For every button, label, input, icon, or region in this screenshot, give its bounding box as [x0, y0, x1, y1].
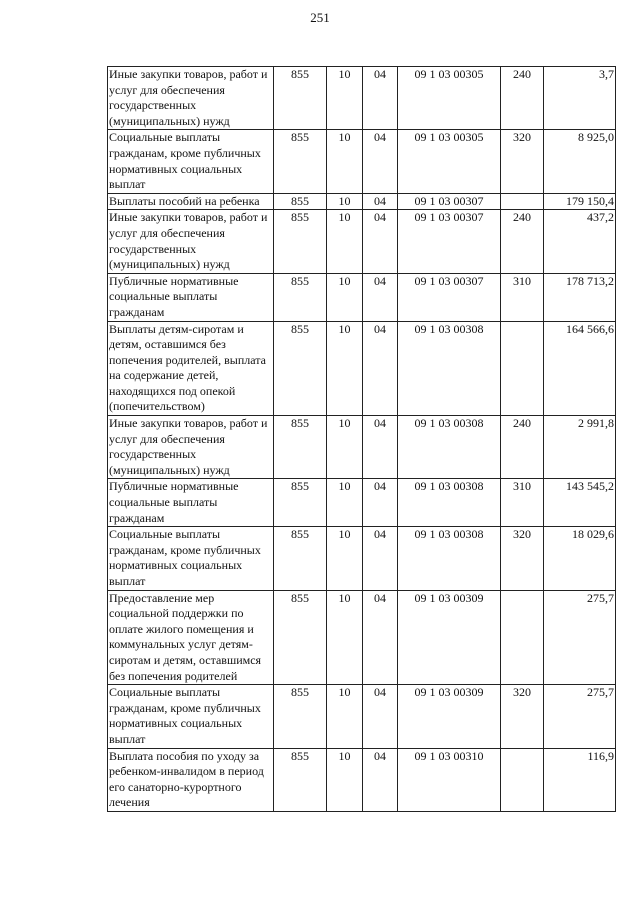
row-section-cell: 10: [327, 590, 363, 685]
row-amount-cell: 275,7: [544, 590, 616, 685]
row-grs-code-cell: 855: [274, 67, 327, 130]
row-name-cell: Выплата пособия по уходу за ребенком-инвалидом в период его санаторно-курортного лечения: [108, 748, 274, 811]
row-name-cell: Иные закупки товаров, работ и услуг для обеспечения государственных (муниципальных) нужд: [108, 67, 274, 130]
row-target-article-cell: 09 1 03 00305: [398, 67, 501, 130]
row-section-cell: 10: [327, 479, 363, 527]
row-amount-cell: 275,7: [544, 685, 616, 748]
row-subsection-cell: 04: [363, 527, 398, 590]
row-grs-code-cell: 855: [274, 527, 327, 590]
row-target-article-cell: 09 1 03 00308: [398, 527, 501, 590]
row-expense-type-cell: 320: [501, 527, 544, 590]
row-target-article-cell: 09 1 03 00310: [398, 748, 501, 811]
row-expense-type-cell: 240: [501, 416, 544, 479]
row-subsection-cell: 04: [363, 193, 398, 210]
row-name-cell: Иные закупки товаров, работ и услуг для обеспечения государственных (муниципальных) нужд: [108, 416, 274, 479]
row-target-article-cell: 09 1 03 00308: [398, 321, 501, 416]
row-subsection-cell: 04: [363, 416, 398, 479]
row-name-cell: Социальные выплаты гражданам, кроме публичных нормативных социальных выплат: [108, 685, 274, 748]
row-amount-cell: 116,9: [544, 748, 616, 811]
row-section-cell: 10: [327, 527, 363, 590]
row-expense-type-cell: 320: [501, 130, 544, 193]
row-subsection-cell: 04: [363, 479, 398, 527]
table-row: [108, 210, 616, 273]
row-target-article-cell: 09 1 03 00305: [398, 130, 501, 193]
row-name-cell: Выплаты пособий на ребенка: [108, 193, 274, 210]
table-row: [108, 527, 616, 590]
row-amount-cell: 143 545,2: [544, 479, 616, 527]
row-section-cell: 10: [327, 210, 363, 273]
row-subsection-cell: 04: [363, 210, 398, 273]
row-expense-type-cell: [501, 321, 544, 416]
row-name-cell: Социальные выплаты гражданам, кроме публичных нормативных социальных выплат: [108, 130, 274, 193]
row-section-cell: 10: [327, 416, 363, 479]
table-row: [108, 67, 616, 130]
table-row: [108, 273, 616, 321]
row-expense-type-cell: 310: [501, 479, 544, 527]
row-grs-code-cell: 855: [274, 273, 327, 321]
table-row: [108, 590, 616, 685]
row-grs-code-cell: 855: [274, 416, 327, 479]
row-expense-type-cell: 320: [501, 685, 544, 748]
row-amount-cell: 2 991,8: [544, 416, 616, 479]
row-amount-cell: 8 925,0: [544, 130, 616, 193]
row-subsection-cell: 04: [363, 685, 398, 748]
row-name-cell: Иные закупки товаров, работ и услуг для обеспечения государственных (муниципальных) нужд: [108, 210, 274, 273]
table-row: [108, 479, 616, 527]
row-section-cell: 10: [327, 273, 363, 321]
row-grs-code-cell: 855: [274, 685, 327, 748]
row-name-cell: Предоставление мер социальной поддержки по оплате жилого помещения и коммунальных услуг детям-сиротам и детям, оставшимся без попечения родителей: [108, 590, 274, 685]
row-subsection-cell: 04: [363, 748, 398, 811]
row-expense-type-cell: 310: [501, 273, 544, 321]
row-target-article-cell: 09 1 03 00309: [398, 590, 501, 685]
table-row: [108, 685, 616, 748]
row-name-cell: Публичные нормативные социальные выплаты гражданам: [108, 273, 274, 321]
row-target-article-cell: 09 1 03 00307: [398, 273, 501, 321]
row-amount-cell: 3,7: [544, 67, 616, 130]
row-target-article-cell: 09 1 03 00309: [398, 685, 501, 748]
row-section-cell: 10: [327, 193, 363, 210]
row-expense-type-cell: 240: [501, 67, 544, 130]
row-subsection-cell: 04: [363, 590, 398, 685]
row-expense-type-cell: 240: [501, 210, 544, 273]
row-target-article-cell: 09 1 03 00308: [398, 416, 501, 479]
row-amount-cell: 18 029,6: [544, 527, 616, 590]
row-subsection-cell: 04: [363, 273, 398, 321]
row-amount-cell: 178 713,2: [544, 273, 616, 321]
row-grs-code-cell: 855: [274, 321, 327, 416]
row-subsection-cell: 04: [363, 67, 398, 130]
row-name-cell: Социальные выплаты гражданам, кроме публичных нормативных социальных выплат: [108, 527, 274, 590]
page-number: 251: [310, 10, 330, 25]
row-subsection-cell: 04: [363, 130, 398, 193]
row-subsection-cell: 04: [363, 321, 398, 416]
table-row: [108, 748, 616, 811]
row-section-cell: 10: [327, 130, 363, 193]
row-section-cell: 10: [327, 67, 363, 130]
row-grs-code-cell: 855: [274, 479, 327, 527]
row-grs-code-cell: 855: [274, 210, 327, 273]
row-grs-code-cell: 855: [274, 130, 327, 193]
row-grs-code-cell: 855: [274, 590, 327, 685]
budget-table: [107, 66, 616, 812]
row-name-cell: Публичные нормативные социальные выплаты гражданам: [108, 479, 274, 527]
row-grs-code-cell: 855: [274, 748, 327, 811]
budget-table-body: [108, 67, 616, 812]
table-row: [108, 130, 616, 193]
row-amount-cell: 179 150,4: [544, 193, 616, 210]
row-expense-type-cell: [501, 193, 544, 210]
row-expense-type-cell: [501, 590, 544, 685]
row-section-cell: 10: [327, 321, 363, 416]
row-section-cell: 10: [327, 685, 363, 748]
row-target-article-cell: 09 1 03 00307: [398, 193, 501, 210]
row-target-article-cell: 09 1 03 00307: [398, 210, 501, 273]
table-row: [108, 193, 616, 210]
row-target-article-cell: 09 1 03 00308: [398, 479, 501, 527]
table-row: [108, 416, 616, 479]
row-amount-cell: 437,2: [544, 210, 616, 273]
row-name-cell: Выплаты детям-сиротам и детям, оставшимся без попечения родителей, выплата на содержание детей, находящихся под опекой (попечительством): [108, 321, 274, 416]
row-section-cell: 10: [327, 748, 363, 811]
row-expense-type-cell: [501, 748, 544, 811]
row-grs-code-cell: 855: [274, 193, 327, 210]
table-row: [108, 321, 616, 416]
row-amount-cell: 164 566,6: [544, 321, 616, 416]
